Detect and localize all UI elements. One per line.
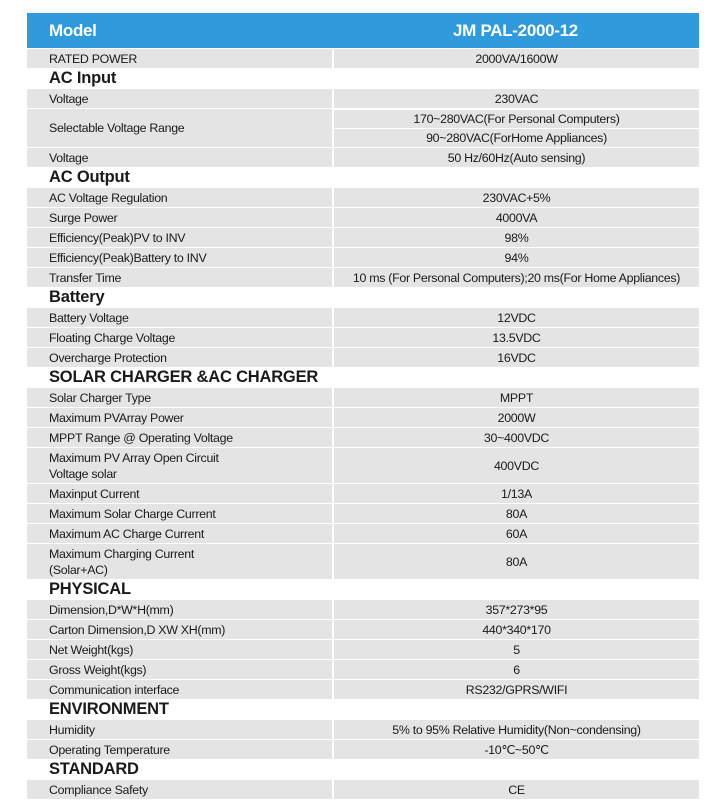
row-value: 1/13A [334, 484, 699, 503]
row-value: 10 ms (For Personal Computers);20 ms(For Home Appliances) [334, 268, 699, 287]
row-label: Voltage [27, 89, 332, 108]
row-label: Gross Weight(kgs) [27, 660, 332, 679]
row-label: Efficiency(Peak)PV to INV [27, 228, 332, 247]
section-heading: STANDARD [49, 760, 139, 778]
table-row [27, 504, 699, 523]
table-row [27, 484, 699, 503]
row-value: RS232/GPRS/WIFI [334, 680, 699, 699]
row-value: 5% to 95% Relative Humidity(Non~condensing) [334, 720, 699, 739]
table-row [27, 188, 699, 207]
row-value: 4000VA [334, 208, 699, 227]
table-row [27, 544, 699, 579]
table-row [27, 680, 699, 699]
table-row [27, 308, 699, 327]
row-value: CE [334, 780, 699, 799]
row-label: Maximum PVArray Power [27, 408, 332, 427]
table-header [27, 13, 699, 48]
table-row [27, 109, 699, 147]
spec-table [27, 13, 699, 799]
table-row [27, 620, 699, 639]
table-row [27, 208, 699, 227]
row-value: 357*273*95 [334, 600, 699, 619]
header-label: Model [49, 20, 97, 40]
row-values [334, 109, 699, 147]
row-label: Battery Voltage [27, 308, 332, 327]
row-label: Maximum Charging Current (Solar+AC) [27, 544, 332, 579]
table-row [27, 660, 699, 679]
table-row [27, 408, 699, 427]
table-row [27, 89, 699, 108]
row-label: AC Voltage Regulation [27, 188, 332, 207]
row-label: Humidity [27, 720, 332, 739]
row-label: Surge Power [27, 208, 332, 227]
row-value: 170~280VAC(For Personal Computers) [334, 110, 699, 128]
row-label: Dimension,D*W*H(mm) [27, 600, 332, 619]
row-label: Transfer Time [27, 268, 332, 287]
row-label: Voltage [27, 148, 332, 167]
table-row [27, 524, 699, 543]
row-value: 98% [334, 228, 699, 247]
row-label: Communication interface [27, 680, 332, 699]
row-value: 80A [334, 544, 699, 579]
row-label: MPPT Range @ Operating Voltage [27, 428, 332, 447]
row-value: 94% [334, 248, 699, 267]
section-heading: AC Output [49, 168, 130, 186]
table-row [27, 448, 699, 483]
row-label: Solar Charger Type [27, 388, 332, 407]
row-label: Efficiency(Peak)Battery to INV [27, 248, 332, 267]
header-model: JM PAL-2000-12 [453, 20, 578, 40]
table-row [27, 148, 699, 167]
row-label: Carton Dimension,D XW XH(mm) [27, 620, 332, 639]
row-value: 30~400VDC [334, 428, 699, 447]
row-label: Maxinput Current [27, 484, 332, 503]
table-row [27, 268, 699, 287]
table-row [27, 640, 699, 659]
row-value: 12VDC [334, 308, 699, 327]
row-value: 400VDC [334, 448, 699, 483]
table-row [27, 228, 699, 247]
row-value: -10℃~50℃ [334, 740, 699, 759]
table-row [27, 428, 699, 447]
section-heading: AC Input [49, 69, 117, 87]
section-heading: ENVIRONMENT [49, 700, 169, 718]
row-value: 80A [334, 504, 699, 523]
row-label: Operating Temperature [27, 740, 332, 759]
table-row [27, 600, 699, 619]
table-row [27, 388, 699, 407]
row-value: 60A [334, 524, 699, 543]
row-value: 6 [334, 660, 699, 679]
row-label: Maximum Solar Charge Current [27, 504, 332, 523]
table-row [27, 328, 699, 347]
row-label: Compliance Safety [27, 780, 332, 799]
row-label: Maximum PV Array Open Circuit Voltage solar [27, 448, 332, 483]
row-value: 16VDC [334, 348, 699, 367]
section-heading: Battery [49, 288, 105, 306]
row-value: 2000VA/1600W [334, 49, 699, 68]
row-label: Floating Charge Voltage [27, 328, 332, 347]
row-value: 230VAC+5% [334, 188, 699, 207]
sections [27, 69, 699, 799]
table-row [27, 780, 699, 799]
table-row [27, 348, 699, 367]
table-row [27, 248, 699, 267]
row-value: MPPT [334, 388, 699, 407]
row-value: 230VAC [334, 89, 699, 108]
row-value: 90~280VAC(ForHome Appliances) [334, 129, 699, 147]
row-value: 440*340*170 [334, 620, 699, 639]
row-value: 50 Hz/60Hz(Auto sensing) [334, 148, 699, 167]
row-label: RATED POWER [27, 49, 332, 68]
row-value: 13.5VDC [334, 328, 699, 347]
table-row [27, 720, 699, 739]
row-label: Selectable Voltage Range [27, 109, 332, 147]
section-heading: PHYSICAL [49, 580, 131, 598]
table-row [27, 740, 699, 759]
row-label: Maximum AC Charge Current [27, 524, 332, 543]
table-row-rated-power [27, 49, 699, 68]
section-heading: SOLAR CHARGER &AC CHARGER [49, 368, 319, 386]
row-label: Overcharge Protection [27, 348, 332, 367]
row-value: 2000W [334, 408, 699, 427]
row-label: Net Weight(kgs) [27, 640, 332, 659]
row-value: 5 [334, 640, 699, 659]
